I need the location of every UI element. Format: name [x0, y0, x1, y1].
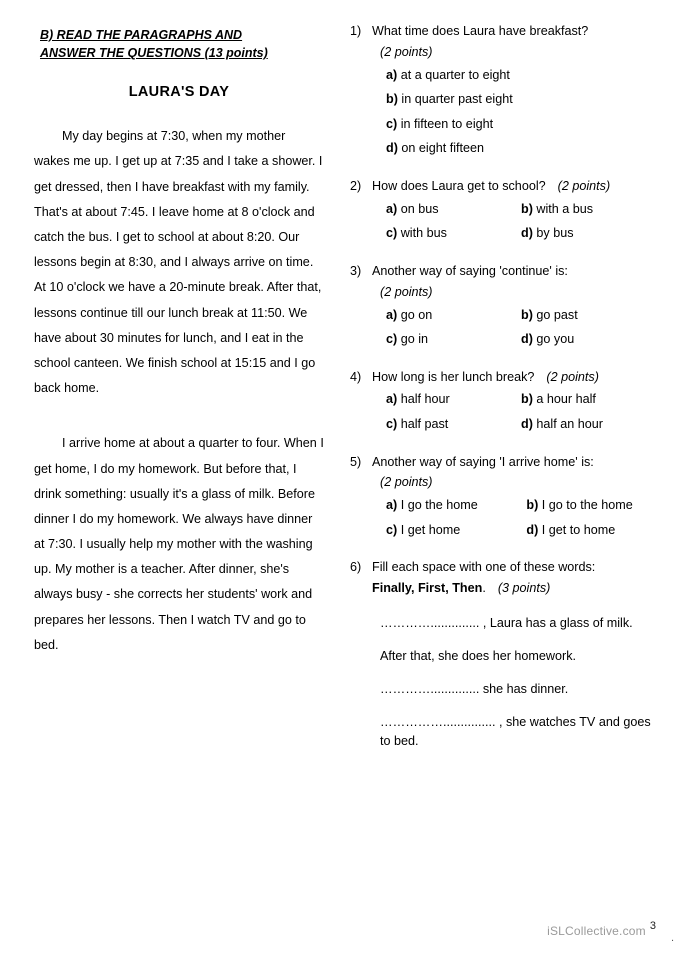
question-5-number: 5) [350, 454, 362, 469]
question-6-number: 6) [350, 560, 362, 575]
question-5-options [386, 496, 656, 540]
option-4d-label: half an hour [536, 416, 603, 431]
question-6-points: (3 points) [497, 581, 551, 596]
question-4-option-row-2 [386, 415, 656, 435]
reading-column [34, 22, 334, 658]
question-6-period: . [482, 581, 486, 596]
option-1a[interactable] [386, 66, 656, 86]
question-3-option-row-1 [386, 306, 656, 326]
corner-mark: . [670, 932, 674, 944]
option-4a-label: half hour [400, 392, 450, 407]
option-3d-key: d) [521, 332, 533, 347]
question-2-options [386, 200, 656, 244]
option-1b[interactable] [386, 90, 656, 110]
option-2b[interactable] [521, 200, 593, 220]
option-4b-label: a hour half [536, 392, 596, 407]
option-4b-key: b) [521, 392, 533, 407]
option-2d-key: d) [521, 226, 533, 241]
question-4-points: (2 points) [546, 369, 599, 384]
option-3a-label: go on [400, 307, 433, 322]
option-4d[interactable] [521, 415, 603, 435]
option-3c-label: go in [400, 332, 429, 347]
option-4c[interactable] [386, 415, 521, 435]
question-6-blank-4[interactable]: ……………............... , she watches TV and goes to bed. [380, 714, 651, 748]
option-2b-key: b) [521, 201, 533, 216]
option-3c[interactable] [386, 330, 521, 350]
question-5-text: Another way of saying 'I arrive home' is: [372, 454, 594, 469]
question-3-body [372, 262, 656, 355]
question-3-number: 3) [350, 263, 362, 278]
option-2a[interactable] [386, 200, 521, 220]
islcollective-watermark: iSLCollective.com [547, 924, 646, 938]
question-6-words-row [372, 579, 656, 598]
question-4-body [372, 368, 656, 440]
option-5d-key: d) [526, 522, 539, 537]
question-2-number: 2) [350, 178, 362, 193]
option-1a-label: at a quarter to eight [400, 67, 510, 82]
option-1c-key: c) [386, 116, 398, 131]
option-5a[interactable] [386, 496, 526, 516]
option-2a-key: a) [386, 201, 398, 216]
reading-paragraph-1: My day begins at 7:30, when my mother wakes me up. I get up at 7:35 and I take a shower. I get dressed, then I have breakfast with my family. That's at about 7:45. I leave home at 8 o'clock and catch the bus. I get to school at about 8:20. Our lessons begin at 8:30, and I always arrive on time. At 10 o'clock we have a 20-minute break. After that, lessons continue till our lunch break at 11:50. We have about 30 minutes for lunch, and I eat in the school canteen. We finish school at 15:15 and I go back home. [34, 129, 323, 396]
option-3a[interactable] [386, 306, 521, 326]
question-2 [350, 177, 656, 249]
question-4-options [386, 390, 656, 434]
section-heading-line-1: B) READ THE PARAGRAPHS AND [40, 28, 243, 42]
question-5-body [372, 453, 656, 546]
question-1-number: 1) [350, 24, 362, 38]
option-3a-key: a) [386, 307, 398, 322]
option-3d[interactable] [521, 330, 574, 350]
option-5b-label: I go to the home [541, 498, 633, 513]
option-2d-label: by bus [536, 226, 574, 241]
question-2-body [372, 177, 656, 249]
option-1c-label: in fifteen to eight [400, 116, 494, 131]
question-5-points: (2 points) [380, 475, 433, 490]
question-3 [350, 262, 656, 355]
question-4-text: How long is her lunch break? [372, 369, 535, 384]
question-6-blank-1[interactable]: ………….............. , Laura has a glass of milk. [380, 616, 633, 631]
option-1d[interactable] [386, 139, 656, 159]
option-5d[interactable] [526, 521, 615, 541]
question-6-body [372, 558, 656, 750]
section-heading-line-2: ANSWER THE QUESTIONS (13 points) [40, 46, 268, 61]
question-6-word-bank: Finally, First, Then [372, 581, 483, 596]
question-3-points: (2 points) [380, 284, 433, 299]
question-1-body [372, 22, 656, 164]
question-2-text: How does Laura get to school? [372, 178, 546, 193]
option-5b[interactable] [526, 496, 632, 516]
option-1b-label: in quarter past eight [401, 92, 513, 107]
reading-title: LAURA'S DAY [128, 84, 230, 101]
option-2c-key: c) [386, 226, 398, 241]
question-6 [350, 558, 656, 750]
option-5c[interactable] [386, 521, 526, 541]
question-2-option-row-2 [386, 224, 656, 244]
question-5 [350, 453, 656, 546]
question-3-text: Another way of saying 'continue' is: [372, 263, 568, 278]
question-3-options [386, 306, 656, 350]
option-2d[interactable] [521, 224, 574, 244]
option-5d-label: I get to home [541, 522, 616, 537]
option-5c-label: I get home [400, 522, 461, 537]
option-2c-label: with bus [400, 226, 447, 241]
question-1-options [386, 66, 656, 159]
option-2c[interactable] [386, 224, 521, 244]
option-3d-label: go you [536, 332, 575, 347]
question-2-points: (2 points) [557, 178, 611, 193]
question-1 [350, 22, 656, 164]
page-number: 3 [649, 920, 656, 932]
question-4 [350, 368, 656, 440]
option-2b-label: with a bus [536, 201, 594, 216]
option-4d-key: d) [521, 416, 533, 431]
question-6-instruction: Fill each space with one of these words: [372, 560, 596, 575]
question-5-option-row-1 [386, 496, 656, 516]
question-5-option-row-2 [386, 521, 656, 541]
question-4-text-row [372, 368, 656, 387]
question-2-text-row [372, 177, 656, 196]
option-1b-key: b) [386, 92, 398, 107]
page-columns [34, 22, 656, 764]
option-3c-key: c) [386, 332, 398, 347]
option-1d-label: on eight fifteen [401, 141, 485, 156]
option-3b-label: go past [536, 307, 578, 322]
option-4c-key: c) [386, 416, 398, 431]
option-1d-key: d) [386, 141, 398, 156]
question-4-number: 4) [350, 369, 362, 384]
option-5a-key: a) [386, 498, 398, 513]
question-4-option-row-1 [386, 390, 656, 410]
question-6-blank-3[interactable]: ………….............. she has dinner. [380, 681, 569, 696]
option-4c-label: half past [400, 416, 449, 431]
page-footer [547, 920, 656, 938]
option-4b[interactable] [521, 390, 596, 410]
option-1c[interactable] [386, 115, 656, 135]
option-2a-label: on bus [400, 201, 439, 216]
question-1-points: (2 points) [380, 44, 433, 59]
section-heading [40, 26, 324, 62]
option-3b[interactable] [521, 306, 578, 326]
option-5a-label: I go the home [400, 498, 478, 513]
question-1-text: What time does Laura have breakfast? [372, 24, 589, 38]
question-6-blank-2: After that, she does her homework. [380, 648, 577, 663]
option-1a-key: a) [386, 67, 398, 82]
question-3-option-row-2 [386, 330, 656, 350]
option-5b-key: b) [526, 498, 539, 513]
option-3b-key: b) [521, 307, 533, 322]
questions-column [334, 22, 656, 764]
option-4a-key: a) [386, 392, 398, 407]
option-5c-key: c) [386, 522, 398, 537]
question-2-option-row-1 [386, 200, 656, 220]
option-4a[interactable] [386, 390, 521, 410]
reading-paragraph-2: I arrive home at about a quarter to four. When I get home, I do my homework. But before that, I drink something: usually it's a glass of milk. Before dinner I do my homework. We always have dinner at 7:30. I usually help my mother with the washing up. My mother is a teacher. After dinner, she's always busy - she corrects her students' work and prepares her lessons. Then I watch TV and go to bed. [34, 436, 324, 652]
